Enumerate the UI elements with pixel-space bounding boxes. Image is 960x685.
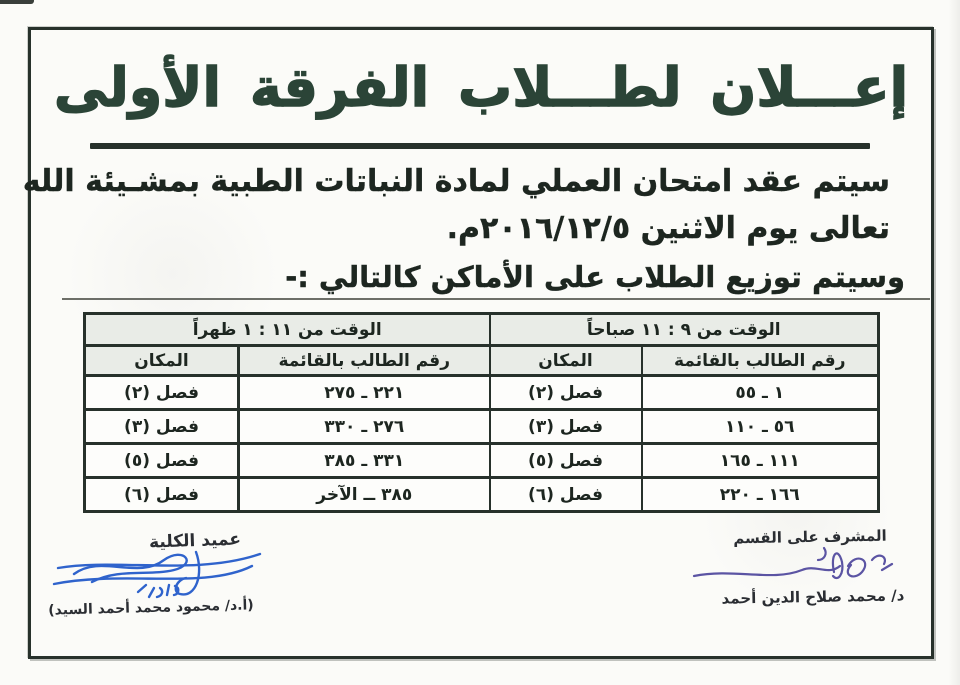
cell-morning-place: فصل (٢) — [490, 376, 642, 410]
noon-number-col-header: رقم الطالب بالقائمة — [239, 346, 490, 376]
cell-noon-place: فصل (٢) — [85, 376, 239, 410]
distribution-intro-line: وسيتم توزيع الطلاب على الأماكن كالتالي :- — [285, 260, 905, 294]
cell-noon-range: ٢٧٦ ـ ٣٣٠ — [239, 410, 490, 444]
cell-noon-range: ٣٨٥ ــ الآخر — [239, 478, 490, 512]
noon-session-header: الوقت من ١١ : ١ ظهراً — [85, 314, 490, 346]
page-title: إعـــلان لطـــلاب الفرقة الأولى — [53, 56, 909, 119]
cell-morning-place: فصل (٦) — [490, 478, 642, 512]
table-row — [85, 410, 879, 444]
cell-noon-place: فصل (٥) — [85, 444, 239, 478]
dean-signature-title: عميد الكلية — [148, 529, 242, 553]
cell-noon-range: ٢٢١ ـ ٢٧٥ — [239, 376, 490, 410]
cell-noon-place: فصل (٣) — [85, 410, 239, 444]
table-row — [85, 376, 879, 410]
announcement-line-1: سيتم عقد امتحان العملي لمادة النباتات الطبية بمشـيئة الله — [22, 164, 890, 199]
morning-number-col-header: رقم الطالب بالقائمة — [642, 346, 879, 376]
title-divider-rule — [90, 143, 870, 149]
table-row-time-headers — [85, 314, 879, 346]
cell-morning-range: ١ ـ ٥٥ — [642, 376, 879, 410]
supervisor-signature-title: المشرف على القسم — [733, 526, 887, 548]
supervisor-signature-name: د/ محمد صلاح الدين أحمد — [721, 586, 905, 608]
cell-morning-place: فصل (٣) — [490, 410, 642, 444]
cell-morning-range: ١٦٦ ـ ٢٢٠ — [642, 478, 879, 512]
table-row — [85, 478, 879, 512]
cell-morning-range: ١١١ ـ ١٦٥ — [642, 444, 879, 478]
noon-place-col-header: المكان — [85, 346, 239, 376]
table-row-column-headers — [85, 346, 879, 376]
cell-morning-range: ٥٦ ـ ١١٠ — [642, 410, 879, 444]
cell-morning-place: فصل (٥) — [490, 444, 642, 478]
morning-place-col-header: المكان — [490, 346, 642, 376]
table-row — [85, 444, 879, 478]
scan-edge-artifact — [0, 0, 34, 4]
cell-noon-range: ٣٣١ ـ ٣٨٥ — [239, 444, 490, 478]
dean-signature-name: (أ.د/ محمود محمد أحمد السيد) — [48, 597, 254, 619]
room-distribution-table — [83, 312, 880, 513]
cell-noon-place: فصل (٦) — [85, 478, 239, 512]
announcement-line-2: تعالى يوم الاثنين ٢٠١٦/١٢/٥م. — [446, 211, 890, 246]
thin-divider-rule — [62, 298, 930, 300]
morning-session-header: الوقت من ٩ : ١١ صباحاً — [490, 314, 879, 346]
